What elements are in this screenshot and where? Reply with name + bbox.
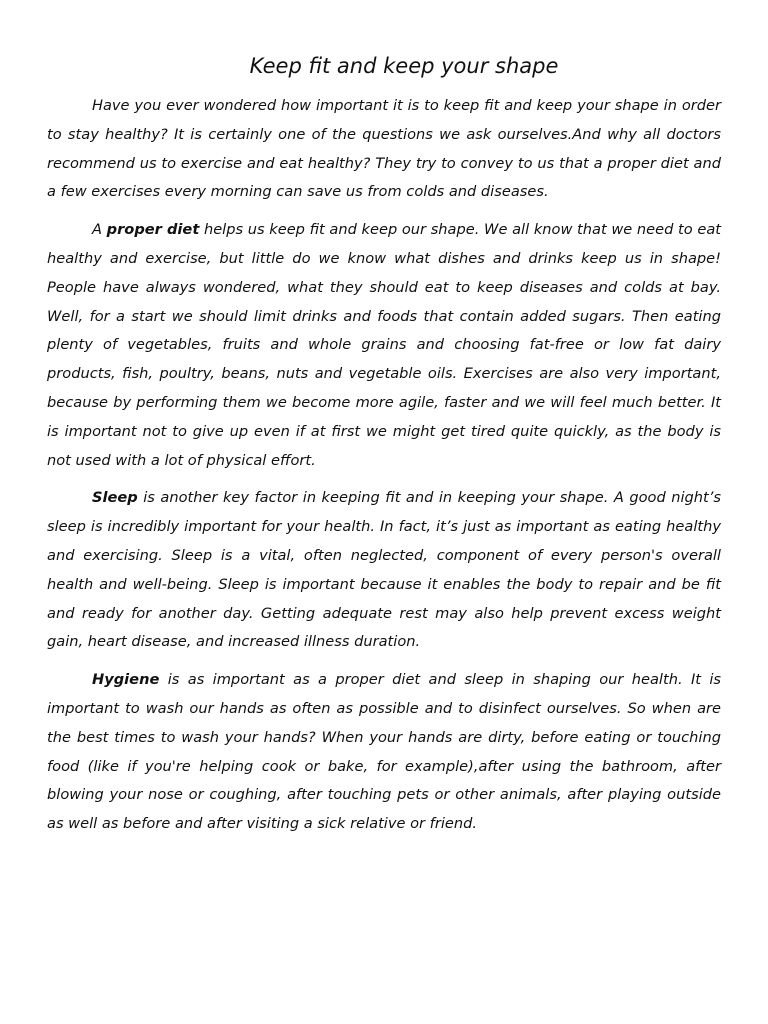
paragraph-intro-text: Have you ever wondered how important it is to keep fit and keep your shape in order to stay healthy? It is certainly one of the questions we ask ourselves.And why all doctors recommend us to exercise and eat healthy? They try to convey to us that a proper diet and a few exercises every morning can save us from colds and diseases. bbox=[47, 97, 721, 201]
paragraph-sleep-text: is another key factor in keeping fit and in keeping your shape. A good night’s sleep is incredibly important for your health. In fact, it’s just as important as eating healthy and exercising. Sleep is a vital, often neglected, component of every person's overall health and well-being. Sleep is important because it enables the body to repair and be fit and ready for another day. Getting adequate rest may also help prevent excess weight gain, heart disease, and increased illness duration. bbox=[47, 489, 721, 651]
paragraph-hygiene-text: is as important as a proper diet and sleep in shaping our health. It is important to wash our hands as often as possible and to disinfect ourselves. So when are the best times to wash your hands? When your hands are dirty, before eating or touching food (like if you're helping cook or bake, for example),after using the bathroom, after blowing your nose or coughing, after touching pets or other animals, after playing outside as well as before and after visiting a sick relative or friend. bbox=[47, 671, 721, 833]
paragraph-proper-diet-text: helps us keep fit and keep our shape. We all know that we need to eat healthy and exercise, but little do we know what dishes and drinks keep us in shape! People have always wondered, what they should eat to keep diseases and colds at bay. Well, for a start we should limit drinks and foods that contain added sugars. Then eating plenty of vegetables, fruits and whole grains and choosing fat-free or low fat dairy products, fish, poultry, beans, nuts and vegetable oils. Exercises are also very important, because by performing them we become more agile, faster and we will feel much better. It is important not to give up even if at first we might get tired quite quickly, as the body is not used with a lot of physical effort. bbox=[47, 221, 722, 469]
paragraph-intro bbox=[47, 92, 721, 207]
keyword-proper-diet: proper diet bbox=[106, 221, 200, 239]
keyword-hygiene: Hygiene bbox=[92, 671, 160, 689]
document-page bbox=[47, 50, 721, 848]
keyword-sleep: Sleep bbox=[92, 489, 138, 507]
paragraph-sleep bbox=[47, 484, 721, 657]
paragraph-proper-diet bbox=[47, 216, 721, 475]
paragraph-hygiene bbox=[47, 666, 721, 839]
document-title: Keep fit and keep your shape bbox=[249, 54, 559, 78]
paragraph-proper-diet-lead: A bbox=[92, 221, 107, 239]
